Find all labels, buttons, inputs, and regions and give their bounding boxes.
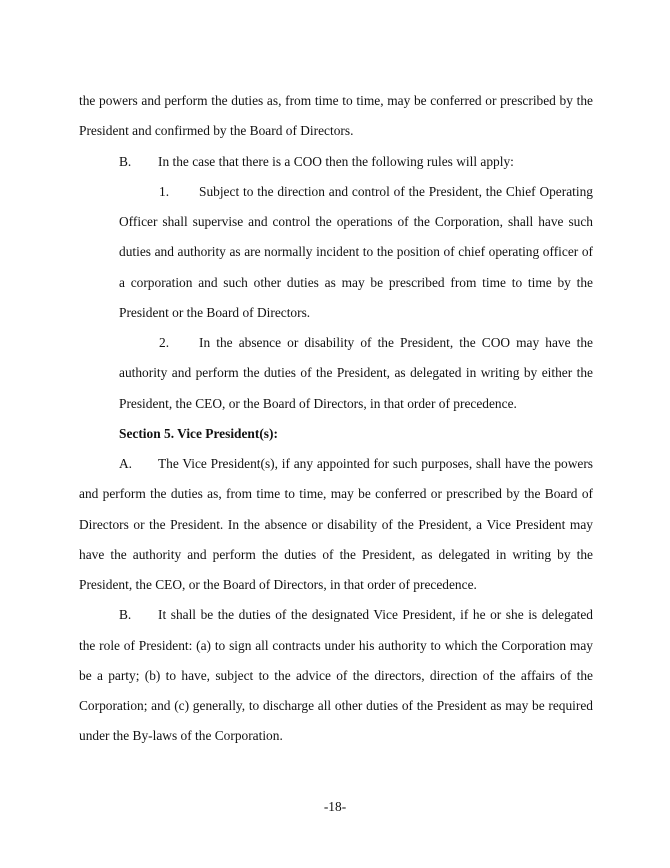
- section-5-a-text: The Vice President(s), if any appointed for such purposes, shall have the powers and perform the duties as, from time to time, may be conferred or prescribed by the Board of Directors or the President. In the absence or disability of the President, a Vice President may have the authority and perform the duties of the President, as delegated in writing by the President, the CEO, or the Board of Directors, in that order of precedence.: [79, 456, 593, 592]
- coo-rule-1-label: 1.: [159, 183, 170, 199]
- section-5-b-label: B.: [119, 607, 132, 623]
- section-b-text: In the case that there is a COO then the following rules will apply:: [158, 153, 514, 169]
- section-5-heading: Section 5. Vice President(s):: [119, 425, 278, 441]
- coo-rule-2: [119, 328, 593, 419]
- section-5-a-label: A.: [119, 456, 133, 471]
- continuation-paragraph: the powers and perform the duties as, from time to time, may be conferred or prescribed by the President and confirmed by the Board of Directors.: [79, 93, 593, 139]
- coo-rule-2-label: 2.: [159, 335, 170, 350]
- page-number: -18-: [323, 799, 347, 814]
- body-text: [79, 86, 593, 752]
- section-5-b-text: It shall be the duties of the designated Vice President, if he or she is delegated the role of President: (a) to sign all contracts under his authority to which the Corporation may be a party; (b) to have, subject to the advice of the directors, direction of the affairs of the Corporation; and (c) generally, to discharge all other duties of the President as may be required under the By-laws of the Corporation.: [79, 607, 593, 744]
- section-5-b-paragraph: [79, 600, 593, 751]
- coo-rule-2-text: In the absence or disability of the President, the COO may have the authority and perform the duties of the President, as delegated in writing by either the President, the CEO, or the Board of Directors, in that order of precedence.: [119, 335, 593, 411]
- section-b-label: B.: [119, 153, 132, 169]
- section-5-a-paragraph: [79, 449, 593, 600]
- coo-rule-1: [119, 177, 593, 328]
- section-b-paragraph: [79, 147, 593, 177]
- coo-rule-1-text: Subject to the direction and control of the President, the Chief Operating Officer shall supervise and control the operations of the Corporation, shall have such duties and authority as are normally incident to the position of chief operating officer of a corporation and such other duties as may be prescribed from time to time by the President or the Board of Directors.: [119, 183, 593, 320]
- coo-rules-list: [119, 177, 593, 449]
